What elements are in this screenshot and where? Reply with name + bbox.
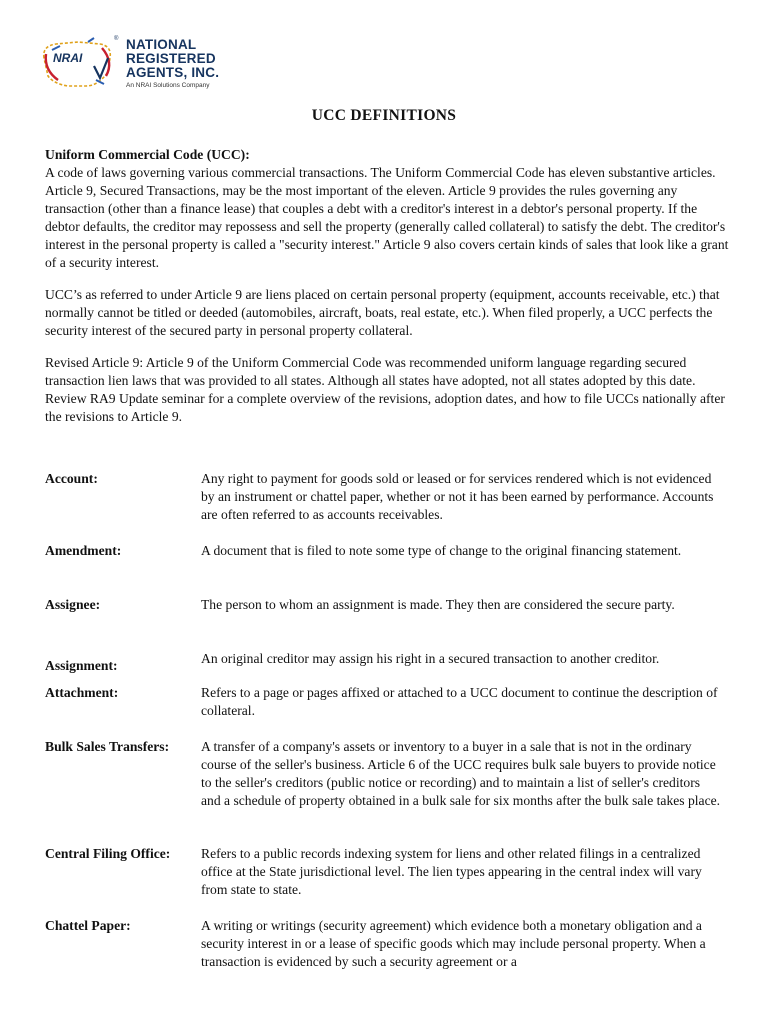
definition-term: Assignment: (45, 658, 118, 673)
definition-text: Refers to a public records indexing system for liens and other related filings in a centralized office at the State jurisdictional level. The lien types appearing in the central index will vary from state to state. (201, 846, 702, 897)
nrai-logo-icon (38, 36, 124, 92)
intro-paragraph-3: Revised Article 9: Article 9 of the Uniform Commercial Code was recommended uniform language regarding secured transaction lien laws that was provided to all states. Although all states have adopted, not all states adopted by this date. Review RA9 Update seminar for a complete overview of the revisions, adoption dates, and how to file UCCs nationally after the revisions to Article 9. (45, 355, 725, 424)
definition-term: Bulk Sales Transfers: (45, 739, 170, 754)
definition-text: A transfer of a company's assets or inventory to a buyer in a sale that is not in the ordinary course of the seller's business. Article 6 of the UCC requires bulk sale buyers to provide notice to the seller's creditors (public notice or recording) and to maintain a list of seller's creditors and a schedule of property obtained in a bulk sale for six months after the bulk sale takes place. (201, 739, 721, 808)
logo-mark-text: NRAI (53, 51, 83, 65)
definition-text: An original creditor may assign his right in a secured transaction to another creditor. (201, 651, 660, 666)
definition-text: A document that is filed to note some type of change to the original financing statement. (201, 543, 682, 558)
page-title: UCC DEFINITIONS (311, 107, 457, 124)
definition-term: Assignee: (45, 597, 101, 612)
logo-line-1: NATIONAL (126, 37, 197, 52)
definition-text: Any right to payment for goods sold or leased or for services rendered which is not evidenced by an instrument or chattel paper, whether or not it has been earned by performance. Accounts are often referred to as accounts receivables. (201, 471, 714, 522)
registered-mark: ® (114, 36, 119, 42)
definition-term: Amendment: (45, 543, 122, 558)
definition-term: Account: (45, 471, 98, 486)
intro-paragraph-1: A code of laws governing various commercial transactions. The Uniform Commercial Code has eleven substantive articles. Article 9, Secured Transactions, may be the most important of the eleven. Article 9 provides the rules governing any transaction (other than a finance lease) that couples a debt with a creditor's interest in a debtor's personal property. If the debtor defaults, the creditor may repossess and sell the property (generally called collateral) to satisfy the debt. The creditor's interest in the personal property is called a "security interest." Article 9 also covers certain kinds of sales that look like a grant of a security interest. (45, 165, 729, 270)
definition-term: Chattel Paper: (45, 918, 131, 933)
intro-heading: Uniform Commercial Code (UCC): (45, 147, 250, 162)
definition-text: The person to whom an assignment is made. They then are considered the secure party. (201, 597, 675, 612)
definition-term: Attachment: (45, 685, 119, 700)
logo-line-3: AGENTS, INC. (126, 65, 220, 80)
ucc-intro (45, 146, 735, 440)
definition-text: A writing or writings (security agreement) which evidence both a monetary obligation and a security interest in or a lease of specific goods which may include personal property. When a transaction is evidenced by such a security agreement or a (201, 918, 706, 969)
logo-tagline: An NRAI Solutions Company (126, 82, 210, 89)
intro-paragraph-2: UCC’s as referred to under Article 9 are liens placed on certain personal property (equipment, accounts receivable, etc.) that normally cannot be titled or deeded (automobiles, aircraft, boats, real estate, etc.). When filed properly, a UCC perfects the security interest of the secured party in personal property collateral. (45, 287, 720, 338)
definition-text: Refers to a page or pages affixed or attached to a UCC document to continue the description of collateral. (201, 685, 718, 718)
company-logo (38, 36, 238, 94)
logo-line-2: REGISTERED (126, 51, 216, 66)
definition-term: Central Filing Office: (45, 846, 171, 861)
